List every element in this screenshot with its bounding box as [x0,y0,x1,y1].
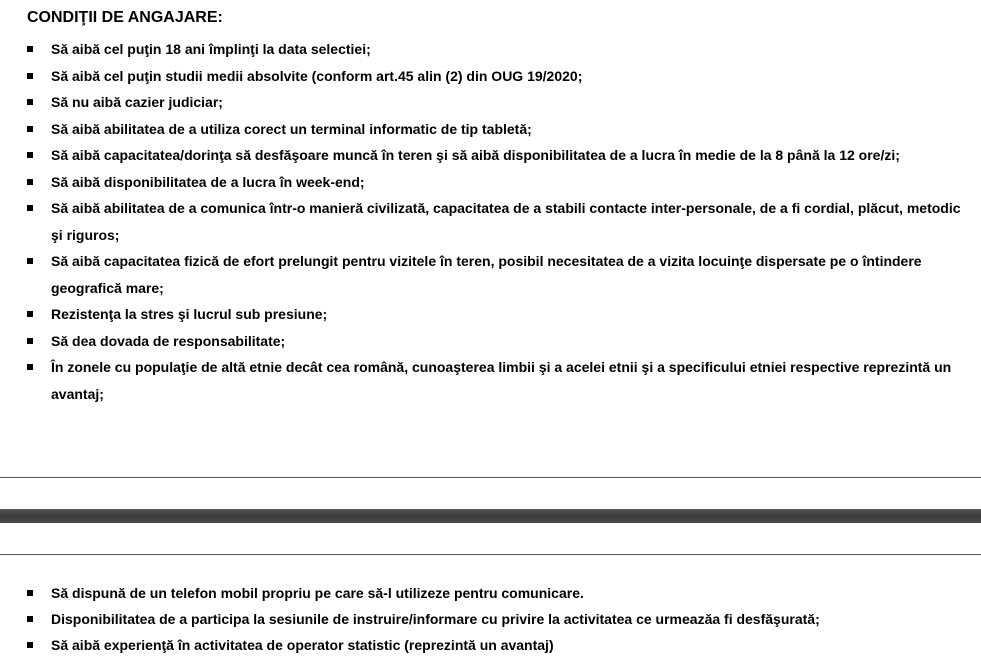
page-top-border [0,554,981,555]
square-bullet-icon [27,126,33,132]
square-bullet-icon [27,205,33,211]
list-item [0,63,981,90]
list-item-text: Să dea dovada de responsabilitate; [51,332,286,349]
list-item [0,169,981,196]
list-item-text: Să dispună de un telefon mobil propriu pe care să-l utilizeze pentru comunicare. [51,585,584,601]
list-item [0,36,981,63]
list-item-text: Să nu aibă cazier judiciar; [51,94,223,110]
list-item [0,580,981,606]
list-item [0,248,981,301]
list-item-text: Să aibă capacitatea fizică de efort prelungit pentru vizitele în teren, posibil necesitatea de a vizita locuinţe dispersate pe o întindere geografică mare; [51,253,922,296]
section-title: CONDIŢII DE ANGAJARE: [27,9,223,26]
list-item-text: Disponibilitatea de a participa la sesiunile de instruire/informare cu privire la activitatea ce urmeazăa fi desfăşurată; [51,611,820,627]
square-bullet-icon [27,590,33,596]
list-item-text: Să aibă disponibilitatea de a lucra în week-end; [51,173,365,190]
list-item-text: Să aibă abilitatea de a utiliza corect un terminal informatic de tip tabletă; [51,120,532,137]
list-item-text: Să aibă experienţă în activitatea de operator statistic (reprezintă un avantaj) [51,637,554,653]
list-item-text: Rezistenţa la stres şi lucrul sub presiune; [51,306,328,322]
employment-conditions-list-continued [0,580,981,658]
list-item-text: Să aibă cel puţin studii medii absolvite (conform art.45 alin (2) din OUG 19/2020; [51,67,583,84]
list-item [0,195,981,248]
list-item [0,116,981,143]
square-bullet-icon [27,616,33,622]
list-item [0,354,981,407]
list-item [0,301,981,328]
square-bullet-icon [27,258,33,264]
list-item-text: Să aibă cel puţin 18 ani împlinţi la data selectiei; [51,41,371,57]
list-item [0,142,981,169]
list-item [0,328,981,355]
employment-conditions-list [0,36,981,407]
square-bullet-icon [27,338,33,344]
square-bullet-icon [27,364,33,370]
list-item-text: În zonele cu populaţie de altă etnie decât cea română, cunoaşterea limbii şi a acelei etnii şi a specificului etniei respective reprezintă un avantaj; [51,359,952,402]
list-item [0,632,981,658]
page-bottom-border [0,477,981,478]
page-break-band [0,509,981,523]
square-bullet-icon [27,73,33,79]
list-item [0,606,981,632]
square-bullet-icon [27,152,33,158]
square-bullet-icon [27,311,33,317]
list-item-text: Să aibă abilitatea de a comunica într-o manieră civilizată, capacitatea de a stabili contacte inter-personale, de a fi cordial, plăcut, metodic şi riguros; [51,200,961,243]
square-bullet-icon [27,642,33,648]
list-item [0,89,981,116]
square-bullet-icon [27,179,33,185]
square-bullet-icon [27,99,33,105]
square-bullet-icon [27,46,33,52]
list-item-text: Să aibă capacitatea/dorinţa să desfăşoare muncă în teren şi să aibă disponibilitatea de a lucra în medie de la 8 până la 12 ore/zi; [51,147,900,163]
